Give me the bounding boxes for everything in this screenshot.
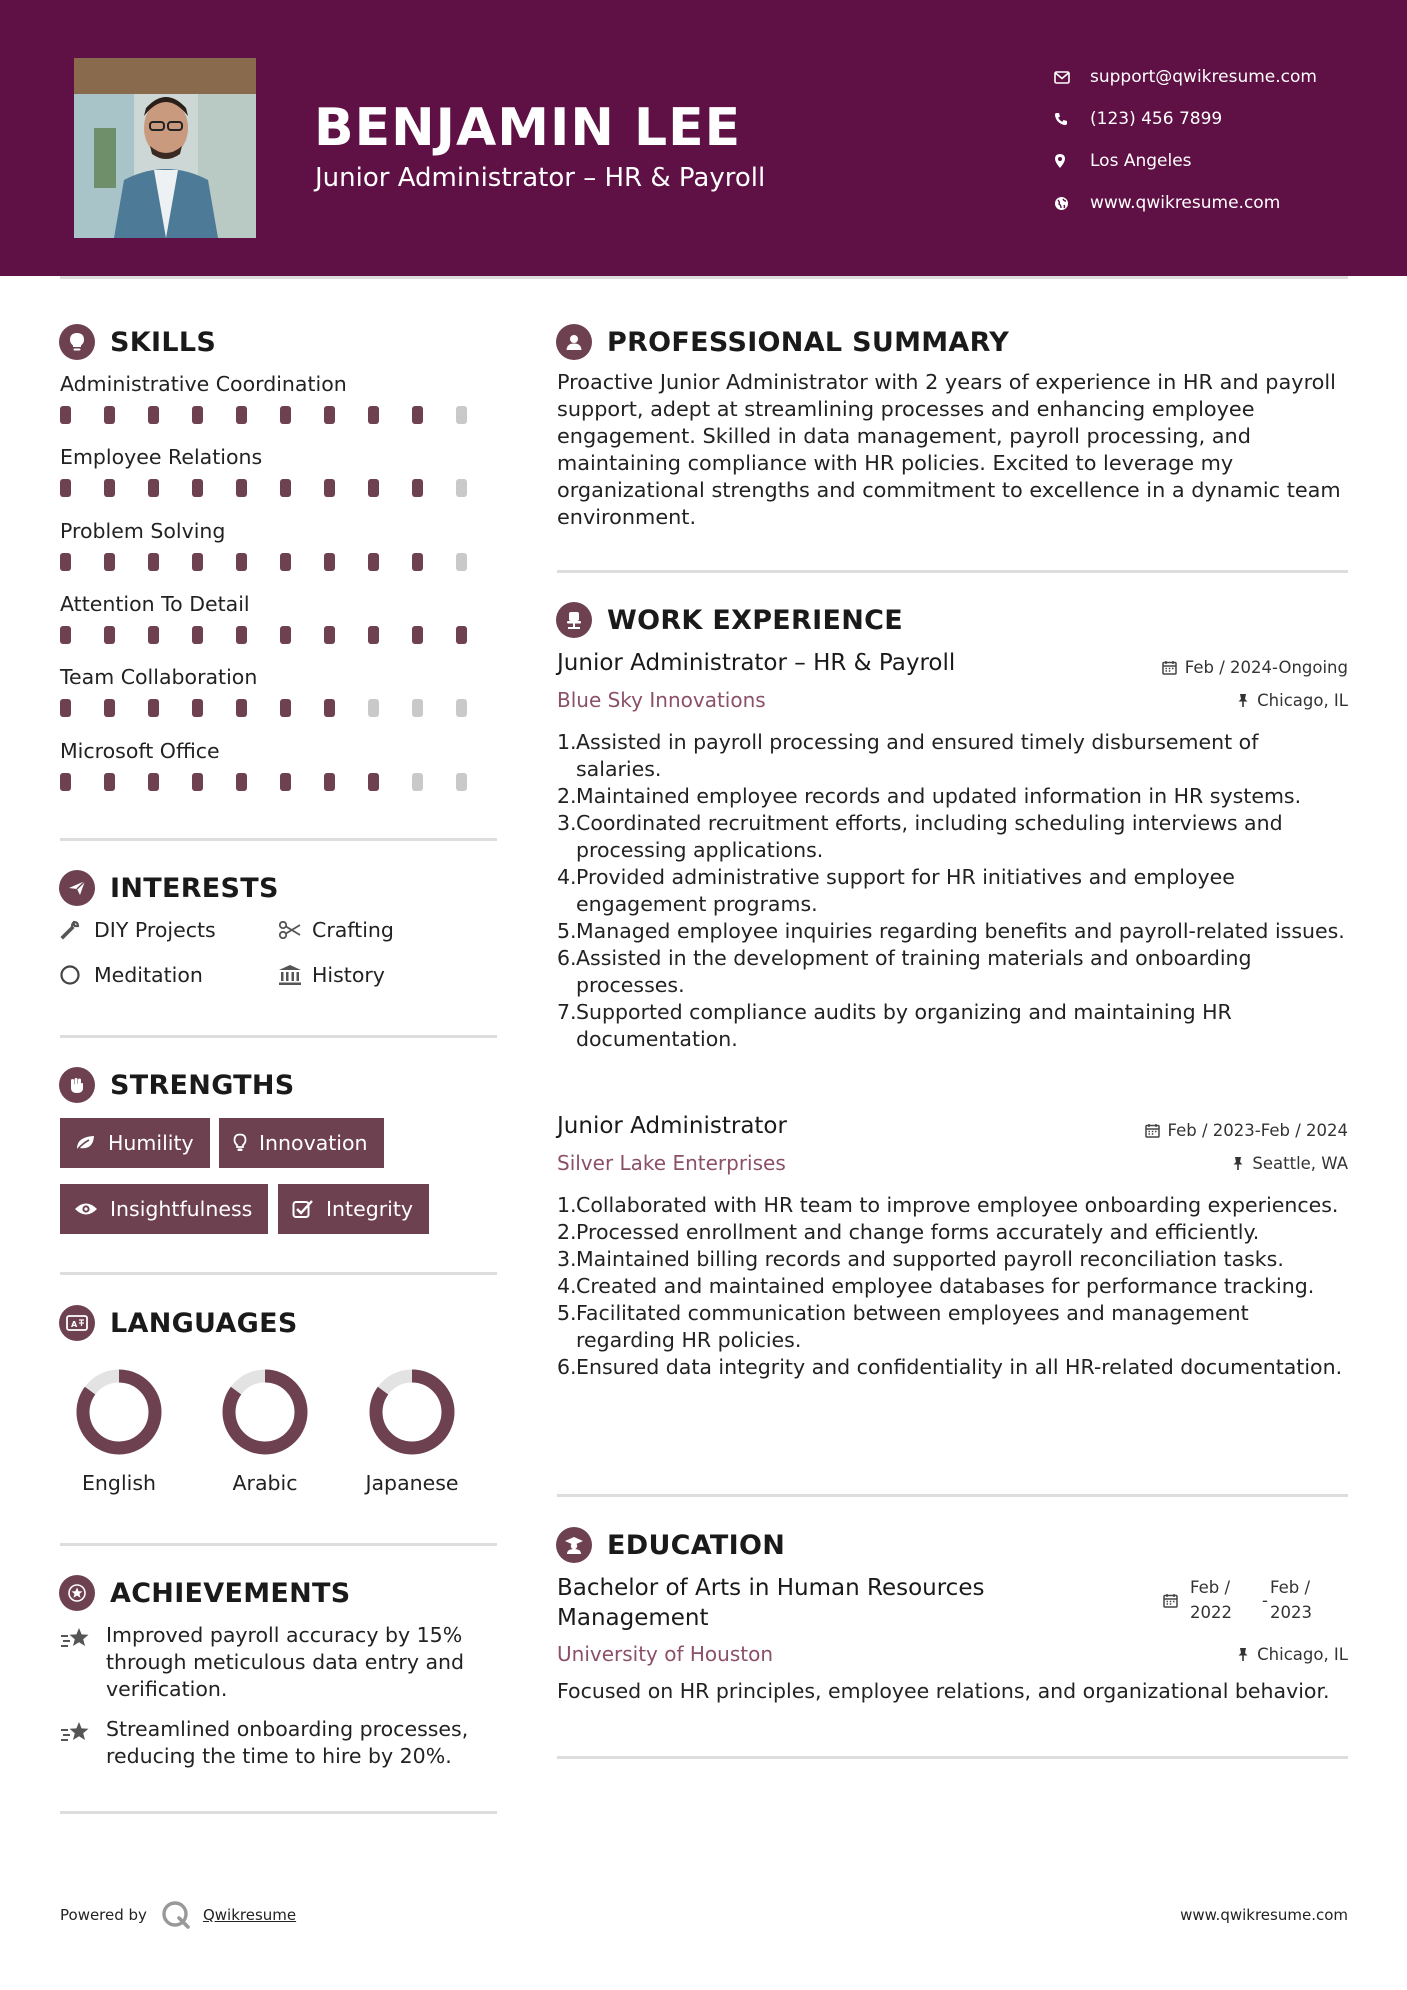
skill-dot-filled [368, 626, 379, 644]
skill-dot-filled [192, 626, 203, 644]
degree-line: Management [557, 1605, 709, 1631]
education-end: Feb / 2023 [1270, 1578, 1312, 1622]
contact-phone-text: (123) 456 7899 [1090, 109, 1223, 129]
degree-line: Bachelor of Arts in Human Resources [557, 1575, 985, 1601]
achievements-heading [59, 1575, 351, 1611]
candidate-name: BENJAMIN LEE [314, 98, 742, 158]
job-bullet: 1. Collaborated with HR team to improve employee onboarding experiences. [557, 1193, 1339, 1217]
skill-dot-filled [280, 626, 291, 644]
footer-powered [60, 1900, 296, 1930]
job-bullet: 6. Assisted in the development of training materials and onboarding processes. [557, 946, 1252, 997]
interest-label: History [312, 963, 385, 987]
powered-by-text: Powered by [60, 1906, 147, 1924]
strength-tag [60, 1184, 268, 1234]
skill-dot-filled [60, 553, 71, 571]
interest-item [60, 918, 216, 942]
education-heading [556, 1527, 785, 1563]
strength-tag [60, 1118, 210, 1168]
skill-dot-filled [236, 406, 247, 424]
job-bullet: 5. Facilitated communication between employees and management regarding HR policies. [557, 1301, 1249, 1352]
languages-divider [60, 1543, 497, 1546]
achievement-text: Improved payroll accuracy by 15% through meticulous data entry and verification. [106, 1623, 465, 1701]
skill-dot-filled [280, 553, 291, 571]
strengths-title: STRENGTHS [110, 1069, 295, 1101]
skill-dot-filled [368, 773, 379, 791]
skill-dot-empty [456, 479, 467, 497]
contact-location [1054, 140, 1317, 182]
contact-email-text: support@qwikresume.com [1090, 67, 1317, 87]
strength-tag [219, 1118, 384, 1168]
strength-label: Integrity [326, 1197, 413, 1221]
job-title: Junior Administrator – HR & Payroll [557, 650, 956, 676]
pin-icon [1237, 1647, 1249, 1662]
skill-dot-filled [412, 553, 423, 571]
interest-item [278, 918, 394, 942]
skill-dot-filled [148, 773, 159, 791]
skill-dot-filled [148, 406, 159, 424]
job-bullet: 3. Maintained billing records and supported payroll reconciliation tasks. [557, 1247, 1284, 1271]
job-company: Silver Lake Enterprises [557, 1151, 786, 1175]
shooting-star-icon [60, 1716, 106, 1770]
profile-photo [74, 58, 256, 238]
contact-website[interactable] [1054, 182, 1317, 224]
strength-label: Innovation [259, 1131, 368, 1155]
skill-dot-filled [60, 699, 71, 717]
summary-text: Proactive Junior Administrator with 2 years of experience in HR and payroll support, adept at streamlining processes and enhancing employee engagement. Skilled in data management, payroll processing, and maintaining compliance with HR policies. Excited to leverage my organizational strengths and commitment to excellence in a dynamic team environment. [557, 370, 1341, 529]
calendar-icon [1145, 1123, 1160, 1138]
skill-dot-filled [236, 553, 247, 571]
strength-tag [278, 1184, 429, 1234]
job-location-text: Seattle, WA [1252, 1154, 1348, 1173]
summary-heading [556, 324, 1009, 360]
skill-item [60, 372, 500, 424]
skill-dot-filled [148, 626, 159, 644]
paper-plane-icon [59, 870, 95, 906]
calendar-icon [1163, 1593, 1178, 1608]
skill-dot-empty [412, 699, 423, 717]
strengths-heading [59, 1067, 295, 1103]
language-donut [220, 1367, 310, 1457]
job-location [1232, 1154, 1348, 1173]
summary-divider [557, 570, 1348, 573]
experience-title: WORK EXPERIENCE [607, 604, 903, 636]
skill-dot-filled [192, 553, 203, 571]
qwikresume-logo-icon [161, 1900, 191, 1930]
job-bullet: 3. Coordinated recruitment efforts, including scheduling interviews and processing applications. [557, 811, 1283, 862]
header-banner [0, 0, 1407, 276]
leaf-icon [74, 1134, 96, 1152]
contact-website-text: www.qwikresume.com [1090, 193, 1281, 213]
language-name: English [81, 1471, 157, 1495]
job-date-text: Feb / 2023-Feb / 2024 [1167, 1121, 1348, 1140]
pin-icon [1232, 1156, 1244, 1171]
skills-heading [59, 324, 216, 360]
job-location [1237, 691, 1348, 710]
language-card-icon [59, 1305, 95, 1341]
lightbulb-icon [59, 324, 95, 360]
skill-dot-filled [324, 406, 335, 424]
languages-heading [59, 1305, 298, 1341]
skill-dot-filled [324, 699, 335, 717]
strength-label: Humility [108, 1131, 194, 1155]
office-chair-icon [556, 602, 592, 638]
language-name: Arabic [232, 1471, 298, 1495]
interest-label: Crafting [312, 918, 394, 942]
envelope-icon [1054, 71, 1090, 84]
contact-email[interactable] [1054, 56, 1317, 98]
skill-dot-filled [456, 626, 467, 644]
skill-dot-filled [148, 479, 159, 497]
skill-dot-filled [324, 626, 335, 644]
skill-name: Problem Solving [60, 518, 226, 543]
achievements-title: ACHIEVEMENTS [110, 1577, 351, 1609]
experience-heading [556, 602, 903, 638]
skill-name: Administrative Coordination [60, 372, 347, 396]
skill-dot-filled [236, 479, 247, 497]
job-bullet: 7. Supported compliance audits by organizing and maintaining HR documentation. [557, 1000, 1232, 1051]
skill-dot-empty [368, 699, 379, 717]
skill-dot-filled [60, 626, 71, 644]
skills-title: SKILLS [110, 326, 217, 358]
contact-phone[interactable] [1054, 98, 1317, 140]
skill-dot-filled [192, 699, 203, 717]
skill-name: Team Collaboration [60, 665, 258, 690]
interest-item [278, 963, 385, 987]
education-location-text: Chicago, IL [1257, 1645, 1348, 1664]
skill-dot-filled [324, 773, 335, 791]
job-bullets [557, 1192, 1347, 1381]
skill-dot-filled [148, 699, 159, 717]
education-school: University of Houston [557, 1642, 774, 1666]
skill-dot-filled [236, 773, 247, 791]
job-bullet: 6. Ensured data integrity and confidentiality in all HR-related documentation. [557, 1355, 1343, 1379]
pin-icon [1237, 693, 1249, 708]
skill-dot-filled [280, 479, 291, 497]
strengths-divider [60, 1272, 497, 1275]
job-date [1162, 658, 1348, 677]
skill-dot-filled [368, 479, 379, 497]
circle-icon [60, 964, 94, 986]
calendar-icon [1162, 660, 1177, 675]
skill-dot-filled [368, 406, 379, 424]
interest-item [60, 963, 203, 987]
education-date [1163, 1575, 1348, 1625]
skill-rating [60, 406, 500, 424]
star-badge-icon [59, 1575, 95, 1611]
skill-rating [60, 773, 500, 791]
summary-title: PROFESSIONAL SUMMARY [607, 326, 1010, 358]
skill-dot-empty [456, 699, 467, 717]
shooting-star-icon [60, 1622, 106, 1703]
skill-dot-empty [456, 773, 467, 791]
skill-rating [60, 626, 500, 644]
skill-dot-filled [192, 406, 203, 424]
skill-item [60, 445, 500, 497]
job-bullet: 5. Managed employee inquiries regarding benefits and payroll-related issues. [557, 919, 1345, 943]
skill-dot-filled [104, 626, 115, 644]
skill-dot-filled [192, 773, 203, 791]
strength-label: Insightfulness [110, 1197, 253, 1221]
interests-divider [60, 1035, 497, 1038]
skill-name: Employee Relations [60, 445, 263, 470]
fist-icon [59, 1067, 95, 1103]
skill-dot-filled [104, 699, 115, 717]
skill-rating [60, 479, 500, 497]
skill-dot-empty [412, 773, 423, 791]
skill-dot-filled [412, 406, 423, 424]
lightbulb-icon [233, 1133, 247, 1153]
skill-dot-filled [324, 479, 335, 497]
footer-website[interactable]: www.qwikresume.com [1180, 1906, 1348, 1924]
language-donut [367, 1367, 457, 1457]
graduate-icon [556, 1527, 592, 1563]
achievement-text: Streamlined onboarding processes, reducing the time to hire by 20%. [106, 1717, 469, 1768]
interest-label: Meditation [94, 963, 203, 987]
user-icon [556, 324, 592, 360]
interest-label: DIY Projects [94, 918, 216, 942]
phone-icon [1054, 112, 1090, 126]
skill-dot-filled [280, 699, 291, 717]
skill-dot-filled [280, 406, 291, 424]
contact-location-text: Los Angeles [1090, 151, 1192, 171]
check-square-icon [292, 1199, 314, 1219]
skill-dot-filled [104, 406, 115, 424]
job-bullet: 2. Processed enrollment and change forms accurately and efficiently. [557, 1220, 1260, 1244]
interests-title: INTERESTS [110, 872, 279, 904]
job-date [1145, 1121, 1348, 1140]
eye-icon [74, 1201, 98, 1217]
education-date-separator: - [1262, 1590, 1268, 1610]
skill-dot-filled [412, 479, 423, 497]
skill-dot-filled [104, 773, 115, 791]
skill-dot-filled [148, 553, 159, 571]
education-location [1237, 1645, 1348, 1664]
skill-rating [60, 699, 500, 717]
skill-dot-filled [60, 773, 71, 791]
museum-icon [278, 964, 312, 986]
contact-list [1054, 56, 1317, 224]
skill-name: Attention To Detail [60, 591, 250, 616]
language-item [205, 1367, 325, 1495]
skill-dot-empty [456, 553, 467, 571]
experience-divider [557, 1494, 1348, 1497]
skill-item [60, 739, 500, 791]
globe-icon [1054, 196, 1090, 211]
skill-dot-filled [60, 406, 71, 424]
language-item [59, 1367, 179, 1495]
skill-dot-filled [236, 626, 247, 644]
skill-name: Microsoft Office [60, 738, 220, 763]
language-name: Japanese [365, 1471, 459, 1495]
job-date-text: Feb / 2024-Ongoing [1184, 658, 1348, 677]
job-location-text: Chicago, IL [1257, 691, 1348, 710]
skill-rating [60, 553, 500, 571]
skill-dot-filled [192, 479, 203, 497]
skill-dot-filled [236, 699, 247, 717]
scissors-icon [278, 921, 312, 939]
skill-dot-filled [104, 479, 115, 497]
skill-item [60, 665, 500, 717]
job-title: Junior Administrator [557, 1113, 787, 1139]
candidate-title: Junior Administrator – HR & Payroll [315, 163, 766, 193]
skill-dot-filled [412, 626, 423, 644]
job-bullets [557, 729, 1347, 1053]
achievement-item [60, 1622, 500, 1703]
skills-divider [60, 838, 497, 841]
education-start: Feb / 2022 [1190, 1578, 1233, 1622]
skill-dot-filled [324, 553, 335, 571]
education-description: Focused on HR principles, employee relations, and organizational behavior. [557, 1679, 1330, 1703]
job-bullet: 1. Assisted in payroll processing and ensured timely disbursement of salaries. [557, 730, 1259, 781]
education-title: EDUCATION [607, 1529, 786, 1561]
degree-title [557, 1573, 984, 1633]
language-donut [74, 1367, 164, 1457]
skill-dot-filled [104, 553, 115, 571]
language-item [352, 1367, 472, 1495]
qwikresume-link[interactable]: Qwikresume [202, 1906, 297, 1924]
skill-item [60, 592, 500, 644]
map-marker-icon [1054, 153, 1090, 169]
achievement-item [60, 1716, 500, 1770]
interests-heading [59, 870, 279, 906]
wrench-icon [60, 920, 94, 940]
achievements-divider [60, 1811, 497, 1814]
job-bullet: 2. Maintained employee records and updated information in HR systems. [557, 784, 1302, 808]
svg-text:A: A [71, 1320, 78, 1329]
header-divider [60, 276, 1348, 279]
skill-dot-empty [456, 406, 467, 424]
skill-dot-filled [60, 479, 71, 497]
skill-dot-filled [368, 553, 379, 571]
skill-item [60, 519, 500, 571]
skill-dot-filled [280, 773, 291, 791]
job-company: Blue Sky Innovations [557, 688, 766, 712]
education-divider [557, 1756, 1348, 1759]
job-bullet: 4. Provided administrative support for HR initiatives and employee engagement programs. [557, 865, 1235, 916]
languages-title: LANGUAGES [110, 1307, 298, 1339]
job-bullet: 4. Created and maintained employee databases for performance tracking. [557, 1274, 1315, 1298]
